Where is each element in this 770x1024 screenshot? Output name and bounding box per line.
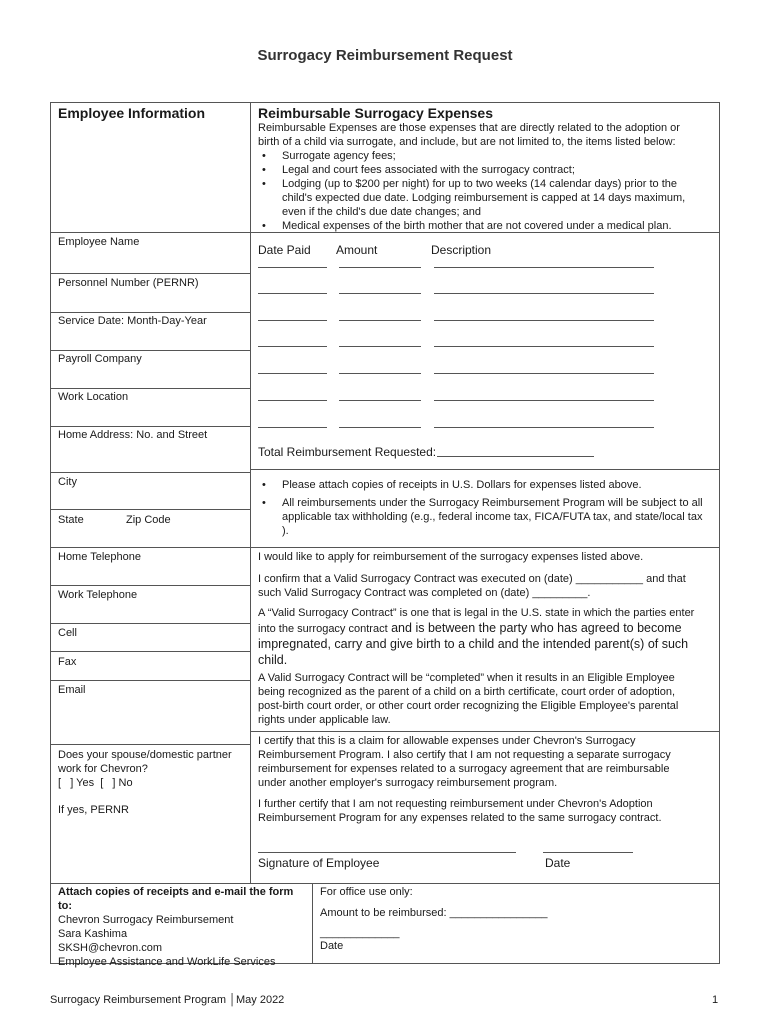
expense-date-field[interactable] (258, 400, 327, 401)
note-tax-line-3: ). (282, 525, 289, 537)
spouse-question (58, 748, 232, 790)
expense-amount-field[interactable] (339, 346, 421, 347)
expense-description-field[interactable] (434, 320, 654, 321)
right-divider (250, 469, 720, 470)
expense-amount-field[interactable] (339, 373, 421, 374)
state-label: State (58, 514, 84, 526)
expenses-intro-line-2: birth of a child via surrogate, and include, but are not limited to, the items listed below: (258, 136, 676, 148)
valid-line-3: impregnated, carry and give birth to a child and the intended parent(s) of such (258, 637, 689, 651)
expenses-description (258, 121, 718, 233)
expense-date-field[interactable] (258, 427, 327, 428)
note-tax-withholding (258, 496, 718, 538)
description-header: Description (431, 243, 492, 257)
payroll-company-label: Payroll Company (58, 353, 142, 365)
expense-item-medical: • Medical expenses of the birth mother that are not covered under a medical plan. (258, 219, 718, 233)
further-certify-statement (258, 797, 662, 825)
email-label: Email (58, 684, 86, 696)
expense-date-field[interactable] (258, 293, 327, 294)
confirm-line-1: I confirm that a Valid Surrogacy Contract was executed on (date) ___________ and that (258, 573, 686, 585)
attach-heading-1: Attach copies of receipts and e-mail the form (58, 886, 294, 898)
further-line-2: Reimbursement Program for any expenses related to the same surrogacy contract. (258, 812, 662, 824)
certify-line-4: under another employer's surrogacy reimbursement program. (258, 777, 558, 789)
expense-date-field[interactable] (258, 346, 327, 347)
expense-date-field[interactable] (258, 267, 327, 268)
expense-description-field[interactable] (434, 346, 654, 347)
footer-program-label: Surrogacy Reimbursement Program │May 2022 (50, 994, 285, 1006)
employee-name-label: Employee Name (58, 236, 140, 248)
expense-amount-field[interactable] (339, 293, 421, 294)
right-divider (250, 731, 720, 732)
left-divider (50, 547, 251, 548)
certify-statement (258, 734, 671, 790)
left-divider (50, 680, 251, 681)
valid-line-2b: and is between the party who has agreed to become (391, 621, 682, 635)
expense-date-field[interactable] (258, 320, 327, 321)
attach-line-2: Sara Kashima (58, 928, 128, 940)
left-divider (50, 744, 251, 745)
expense-amount-field[interactable] (339, 320, 421, 321)
note-tax-line-2: applicable tax withholding (e.g., federal income tax, FICA/FUTA tax, and state/local tax (282, 511, 703, 523)
spouse-question-line-1: Does your spouse/domestic partner (58, 749, 232, 761)
work-location-label: Work Location (58, 391, 129, 403)
attach-heading-2: to: (58, 900, 73, 912)
attach-email[interactable]: SKSH@chevron.com (58, 942, 163, 954)
valid-line-2-wrap (258, 620, 718, 636)
further-line-1: I further certify that I am not requesting reimbursement under Chevron's Adoption (258, 798, 653, 810)
left-divider (50, 509, 251, 510)
frame-top-border (50, 102, 720, 103)
notes (258, 478, 718, 538)
note-attach-receipts: • Please attach copies of receipts in U.S. Dollars for expenses listed above. (258, 478, 718, 492)
office-use-heading: For office use only: (320, 886, 413, 898)
valid-line-2: into the surrogacy contract (258, 623, 388, 635)
signature-line[interactable] (258, 852, 516, 853)
fax-label: Fax (58, 656, 77, 668)
office-date-blank: _____________ (320, 927, 400, 939)
office-amount-label: Amount to be reimbursed: ________________ (320, 907, 548, 919)
attach-line-4: Employee Assistance and WorkLife Services (58, 956, 276, 968)
left-divider (50, 312, 251, 313)
completed-line-4: rights under applicable law. (258, 714, 391, 726)
confirm-statement (258, 572, 686, 600)
confirm-line-2: such Valid Surrogacy Contract was completed on (date) _________. (258, 587, 591, 599)
expense-item-legal-fees: • Legal and court fees associated with the surrogacy contract; (258, 163, 718, 177)
spouse-pernr-label: If yes, PERNR (58, 804, 129, 816)
left-divider (50, 273, 251, 274)
attach-line-1: Chevron Surrogacy Reimbursement (58, 914, 234, 926)
page-number: 1 (712, 994, 719, 1006)
total-reimbursement-label: Total Reimbursement Requested: (258, 445, 437, 459)
apply-statement: I would like to apply for reimbursement of the surrogacy expenses listed above. (258, 551, 644, 563)
certify-line-3: reimbursement for expenses related to a surrogacy agreement that are reimbursable (258, 763, 670, 775)
office-date-label: Date (320, 940, 344, 952)
home-telephone-label: Home Telephone (58, 551, 141, 563)
valid-line-1: A “Valid Surrogacy Contract” is one that is legal in the U.S. state in which the parties enter (258, 607, 695, 619)
left-divider (50, 350, 251, 351)
completed-definition (258, 671, 678, 727)
valid-line-4: child. (258, 653, 288, 667)
pernr-label: Personnel Number (PERNR) (58, 277, 199, 289)
expense-item-lodging-line-1: • Lodging (up to $200 per night) for up to two weeks (14 calendar days) prior to the (282, 178, 678, 190)
city-label: City (58, 476, 77, 488)
right-divider (250, 547, 720, 548)
expense-amount-field[interactable] (339, 427, 421, 428)
total-reimbursement-field[interactable] (437, 456, 594, 457)
expense-description-field[interactable] (434, 293, 654, 294)
work-telephone-label: Work Telephone (58, 589, 138, 601)
left-divider (50, 426, 251, 427)
expense-description-field[interactable] (434, 400, 654, 401)
left-divider (50, 388, 251, 389)
service-date-label: Service Date: Month-Day-Year (58, 315, 207, 327)
expense-item-agency-fees: • Surrogate agency fees; (258, 149, 718, 163)
expense-item-lodging (258, 177, 718, 219)
expense-date-field[interactable] (258, 373, 327, 374)
left-divider (50, 472, 251, 473)
home-address-label: Home Address: No. and Street (58, 429, 208, 441)
expense-item-lodging-line-3: even if the child's due date changes; and (282, 206, 482, 218)
expense-description-field[interactable] (434, 267, 654, 268)
signature-label: Signature of Employee (258, 856, 380, 870)
expense-amount-field[interactable] (339, 267, 421, 268)
left-divider (50, 585, 251, 586)
expense-item-lodging-line-2: child's expected due date. Lodging reimbursement is capped at 14 days maximum, (282, 192, 686, 204)
left-divider (50, 623, 251, 624)
left-divider (50, 232, 251, 233)
spouse-yes-no-checkboxes[interactable]: [ ] Yes [ ] No (58, 777, 133, 789)
completed-line-3: post-birth court order, or other court order recognizing the Eligible Employee's parental (258, 700, 679, 712)
signature-date-line[interactable] (543, 852, 633, 853)
certify-line-2: Reimbursement Program. I also certify that I am not requesting a separate surrogacy (258, 749, 671, 761)
expense-description-field[interactable] (434, 427, 654, 428)
expenses-intro-line-1: Reimbursable Expenses are those expenses that are directly related to the adoption or (258, 122, 680, 134)
zip-code-label: Zip Code (126, 514, 171, 526)
cell-label: Cell (58, 627, 77, 639)
expense-description-field[interactable] (434, 373, 654, 374)
valid-contract-definition (258, 606, 718, 668)
completed-line-2: being recognized as the parent of a child on a birth certificate, court order of adoption, (258, 686, 676, 698)
spouse-question-line-2: work for Chevron? (58, 763, 148, 775)
signature-date-label: Date (545, 856, 571, 870)
employee-info-heading: Employee Information (58, 105, 206, 121)
certify-line-1: I certify that this is a claim for allowable expenses under Chevron's Surrogacy (258, 735, 636, 747)
left-divider (50, 651, 251, 652)
date-paid-header: Date Paid (258, 243, 311, 257)
note-tax-line-1: • All reimbursements under the Surrogacy Reimbursement Program will be subject to all (282, 497, 703, 509)
expenses-heading: Reimbursable Surrogacy Expenses (258, 105, 493, 121)
bottom-section-divider (50, 883, 720, 884)
expense-amount-field[interactable] (339, 400, 421, 401)
column-divider (250, 102, 251, 883)
completed-line-1: A Valid Surrogacy Contract will be “completed” when it results in an Eligible Employee (258, 672, 675, 684)
document-title: Surrogacy Reimbursement Request (257, 47, 513, 64)
attach-instructions (58, 885, 308, 969)
bottom-column-divider (312, 883, 313, 963)
amount-header: Amount (336, 243, 378, 257)
